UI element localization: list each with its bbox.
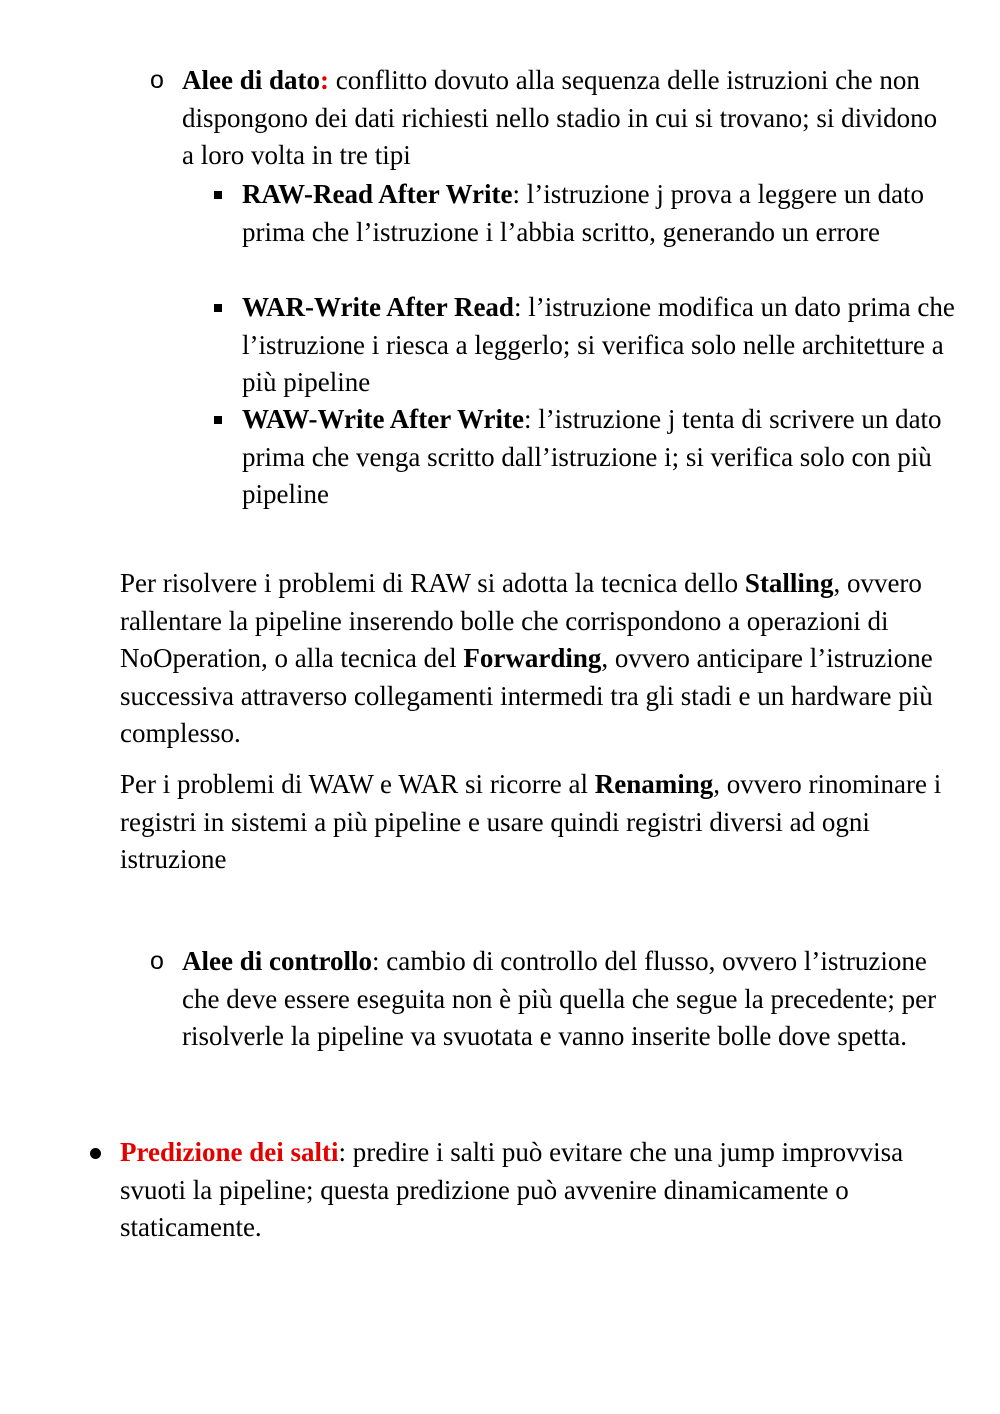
hazard-type-war <box>242 289 962 402</box>
data-hazards-description: conflitto dovuto alla sequenza delle istruzioni che non dispongono dei dati richiesti nello stadio in cui si trovano; si dividono a loro volta in tre tipi <box>182 65 938 170</box>
list-bullet-square <box>214 416 222 424</box>
hazard-type-waw-description: : l’istruzione j tenta di scrivere un dato prima che venga scritto dall’istruzione i; si verifica solo con più pipeline <box>242 404 942 509</box>
branch-prediction-description: : predire i salti può evitare che una jump improvvisa svuoti la pipeline; questa predizione può avvenire dinamicamente o staticamente. <box>120 1137 904 1242</box>
list-bullet-square <box>214 304 222 312</box>
paragraph-waw-war-solutions <box>120 766 950 879</box>
paragraph-waw-war-part1: Per i problemi di WAW e WAR si ricorre al <box>120 769 595 799</box>
paragraph-waw-war-part2: , ovvero rinominare i registri in sistemi a più pipeline e usare quindi registri diversi ad ogni istruzione <box>120 769 942 874</box>
hazard-type-waw-term: WAW-Write After Write <box>242 404 524 434</box>
hazard-type-war-text <box>242 289 962 402</box>
data-hazards-item <box>150 62 942 175</box>
data-hazards-text <box>182 62 942 175</box>
hazard-type-raw-description: : l’istruzione j prova a leggere un dato prima che l’istruzione i l’abbia scritto, generando un errore <box>242 179 925 247</box>
branch-prediction-text <box>120 1134 950 1247</box>
control-hazards-item <box>150 943 942 1056</box>
paragraph-raw-text <box>120 565 950 753</box>
paragraph-raw-solutions <box>120 565 950 753</box>
paragraph-raw-part2: , ovvero rallentare la pipeline inserendo bolle che corrispondono a operazioni di NoOperation, o alla tecnica del <box>120 568 922 673</box>
hazard-type-waw <box>242 401 962 514</box>
control-hazards-term: Alee di controllo <box>182 946 372 976</box>
list-bullet-hollow: o <box>150 66 164 94</box>
list-bullet-hollow: o <box>150 947 164 975</box>
paragraph-raw-part1: Per risolvere i problemi di RAW si adotta la tecnica dello <box>120 568 745 598</box>
forwarding-term: Forwarding <box>463 643 602 673</box>
hazard-type-war-description: : l’istruzione modifica un dato prima che l’istruzione i riesca a leggerlo; si verifica solo nelle architetture a più pipeline <box>242 292 955 397</box>
paragraph-waw-war-text <box>120 766 950 879</box>
data-hazards-term: Alee di dato <box>182 65 320 95</box>
renaming-term: Renaming <box>594 769 714 799</box>
stalling-term: Stalling <box>744 568 834 598</box>
hazard-type-war-term: WAR-Write After Read <box>242 292 514 322</box>
control-hazards-text <box>182 943 942 1056</box>
list-bullet-filled <box>90 1148 101 1159</box>
data-hazards-colon: : <box>320 65 329 95</box>
hazard-type-waw-text <box>242 401 962 514</box>
list-bullet-square <box>214 191 222 199</box>
hazard-type-raw-text <box>242 176 962 251</box>
paragraph-raw-part3: , ovvero anticipare l’istruzione successiva attraverso collegamenti intermedi tra gli stadi e un hardware più complesso. <box>120 643 933 748</box>
hazard-type-raw-term: RAW-Read After Write <box>242 179 513 209</box>
branch-prediction-item <box>120 1134 950 1247</box>
branch-prediction-term: Predizione dei salti <box>120 1137 339 1167</box>
hazard-type-raw <box>242 176 962 251</box>
control-hazards-description: : cambio di controllo del flusso, ovvero l’istruzione che deve essere eseguita non è più quella che segue la precedente; per risolverle la pipeline va svuotata e vanno inserite bolle dove spetta. <box>182 946 937 1051</box>
